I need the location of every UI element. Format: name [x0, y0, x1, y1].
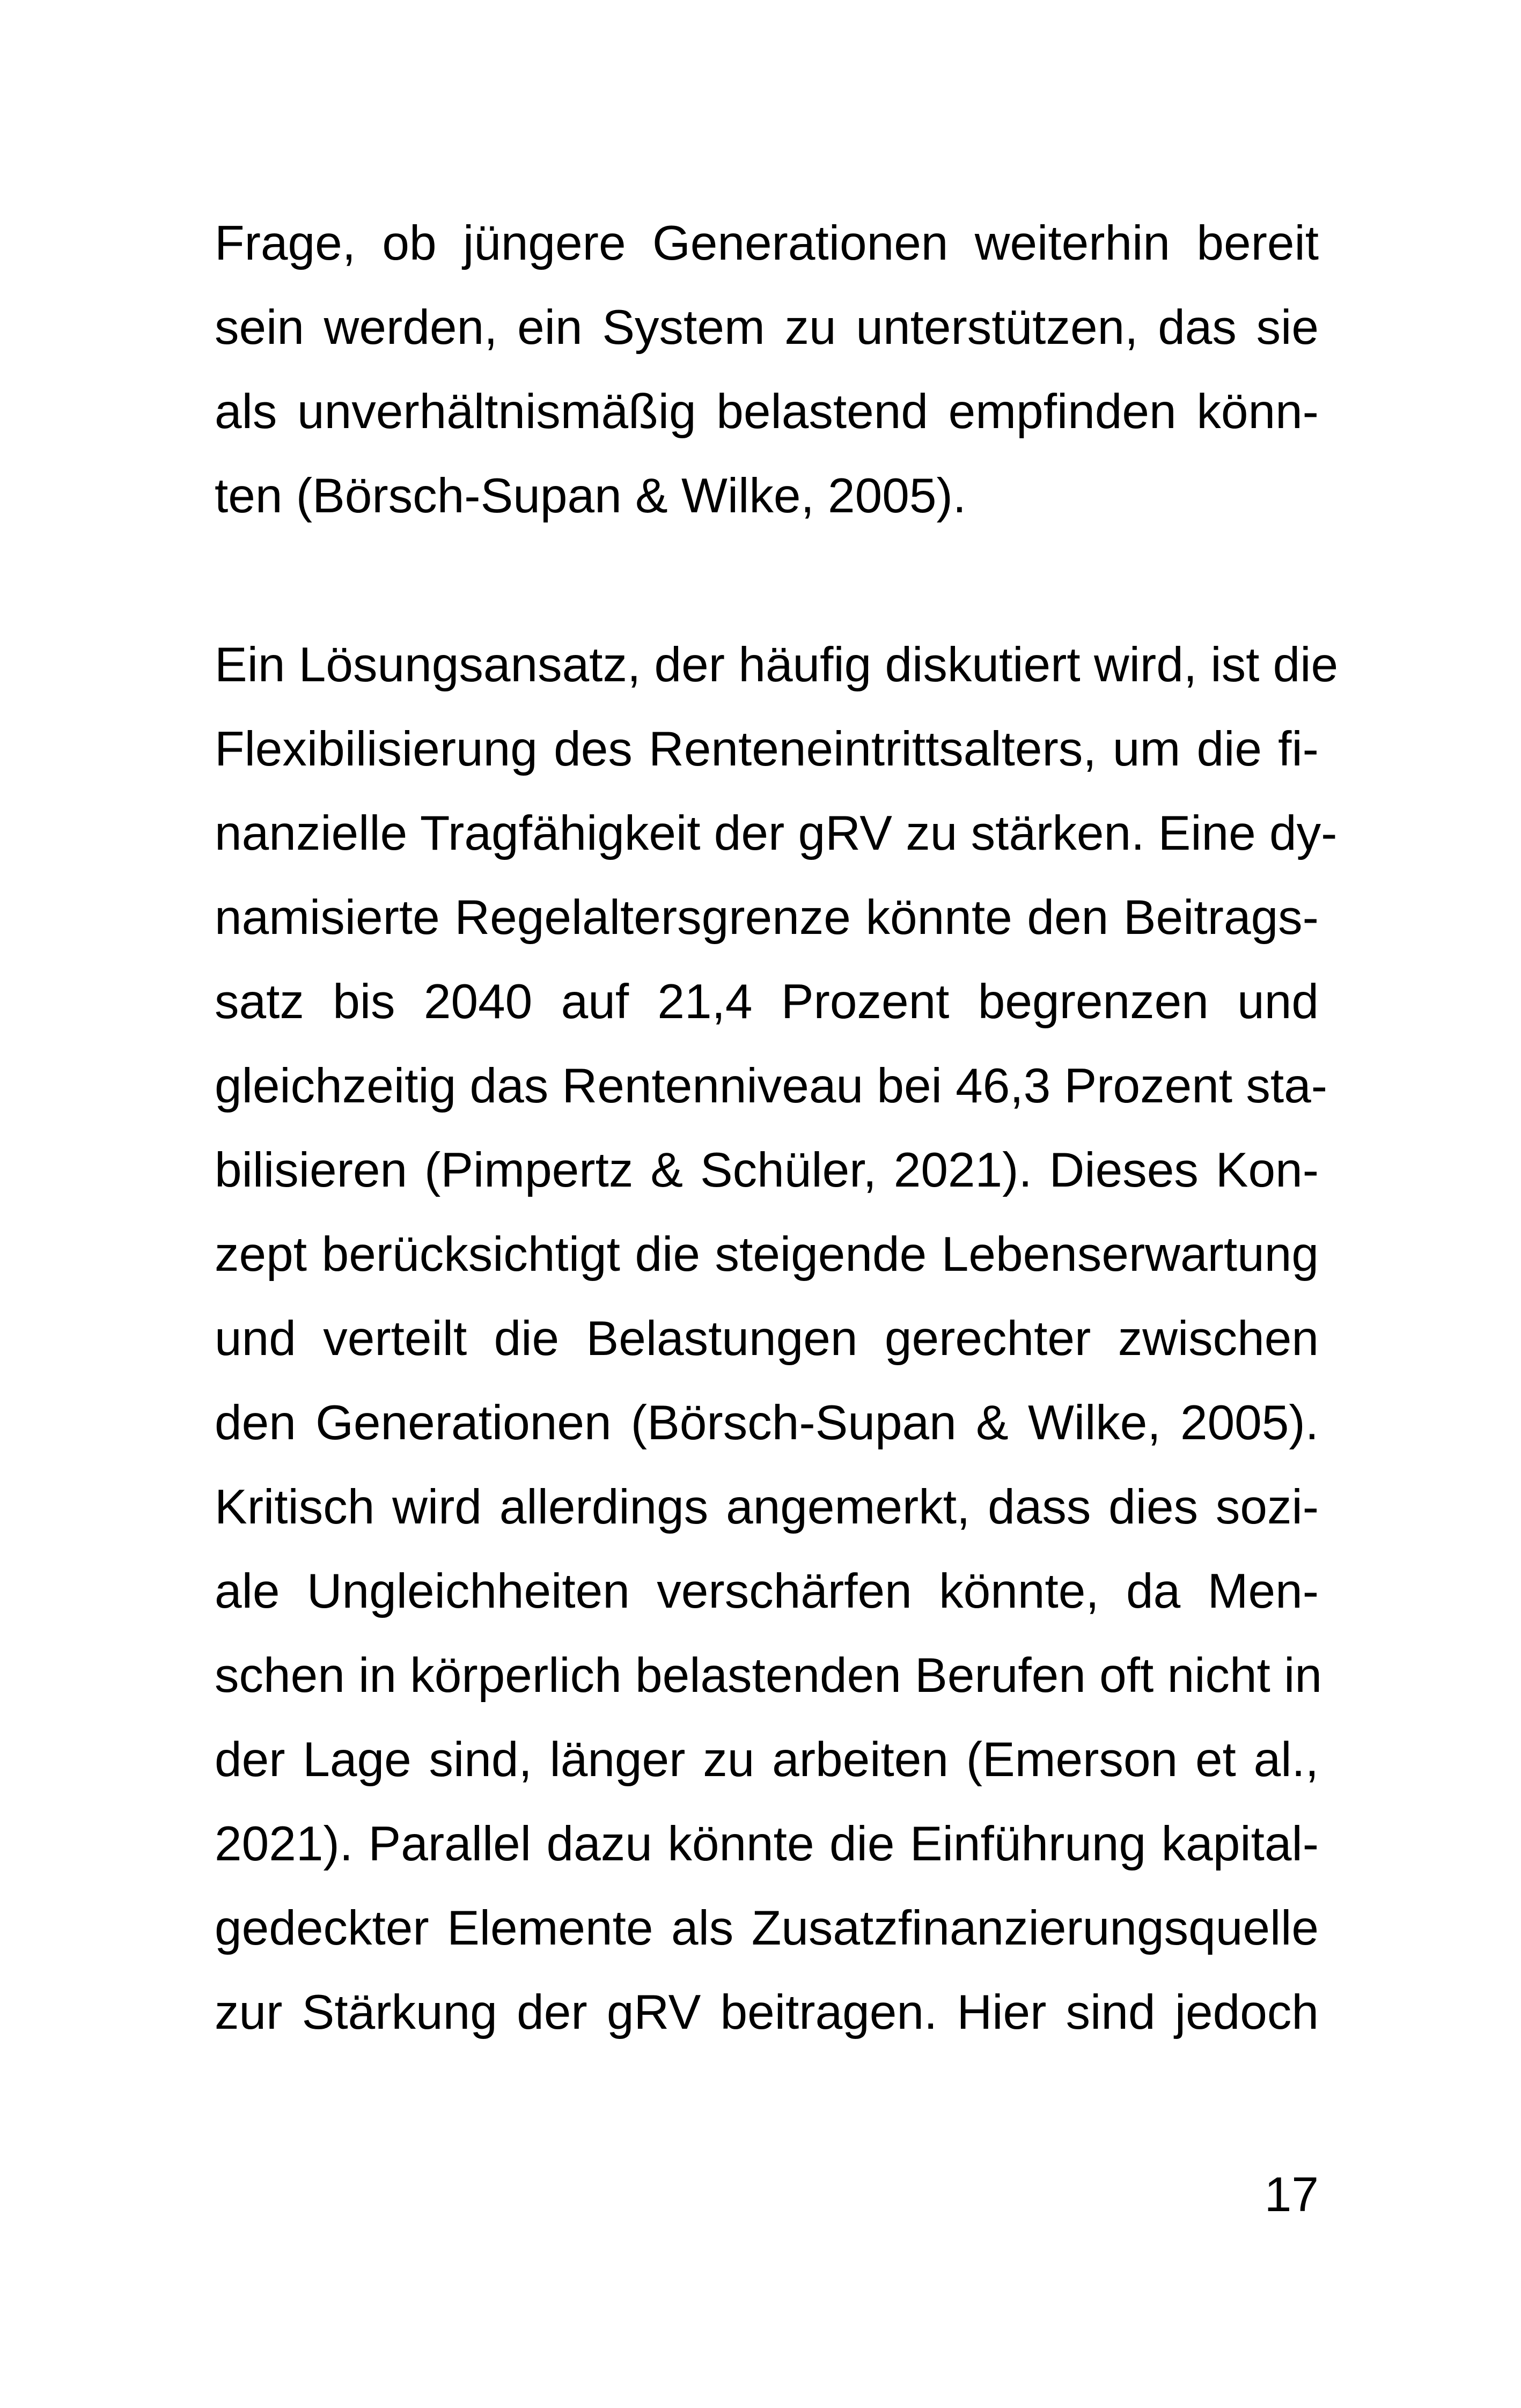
text-line: der Lage sind, länger zu arbeiten (Emerson et al.,	[215, 1733, 1319, 1787]
text-line: 2021). Parallel dazu könnte die Einführung kapital-	[215, 1817, 1319, 1871]
text-line: und verteilt die Belastungen gerechter zwischen	[215, 1312, 1319, 1366]
text-line: schen in körperlich belastenden Berufen oft nicht in	[215, 1648, 1322, 1703]
text-line: Flexibilisierung des Renteneintrittsalters, um die fi-	[215, 722, 1319, 776]
text-line: gedeckter Elemente als Zusatzfinanzierungsquelle	[215, 1901, 1319, 1955]
text-line: bilisieren (Pimpertz & Schüler, 2021). Dieses Kon-	[215, 1143, 1319, 1197]
text-line: zept berücksichtigt die steigende Lebenserwartung	[215, 1227, 1319, 1282]
text-line: sein werden, ein System zu unterstützen, das sie	[215, 300, 1319, 355]
paragraph	[215, 623, 1339, 2054]
text-line: Frage, ob jüngere Generationen weiterhin bereit	[215, 216, 1319, 270]
text-line: als unverhältnismäßig belastend empfinden könn-	[215, 385, 1319, 439]
text-line: zur Stärkung der gRV beitragen. Hier sind jedoch	[215, 1985, 1319, 2039]
text-line: Ein Lösungsansatz, der häufig diskutiert wird, ist die	[215, 638, 1339, 692]
paragraph	[215, 201, 1319, 538]
text-line: namisierte Regelaltersgrenze könnte den Beitrags-	[215, 890, 1319, 945]
text-line: den Generationen (Börsch-Supan & Wilke, 2005).	[215, 1396, 1319, 1450]
text-line: satz bis 2040 auf 21,4 Prozent begrenzen und	[215, 975, 1319, 1029]
text-line: ale Ungleichheiten verschärfen könnte, da Men-	[215, 1564, 1319, 1618]
text-line: Kritisch wird allerdings angemerkt, dass dies sozi-	[215, 1480, 1319, 1534]
text-line: ten (Börsch-Supan & Wilke, 2005).	[215, 469, 967, 523]
page-number: 17	[1264, 2168, 1319, 2222]
text-line: nanzielle Tragfähigkeit der gRV zu stärken. Eine dy-	[215, 806, 1338, 860]
text-line: gleichzeitig das Rentenniveau bei 46,3 Prozent sta-	[215, 1059, 1328, 1113]
